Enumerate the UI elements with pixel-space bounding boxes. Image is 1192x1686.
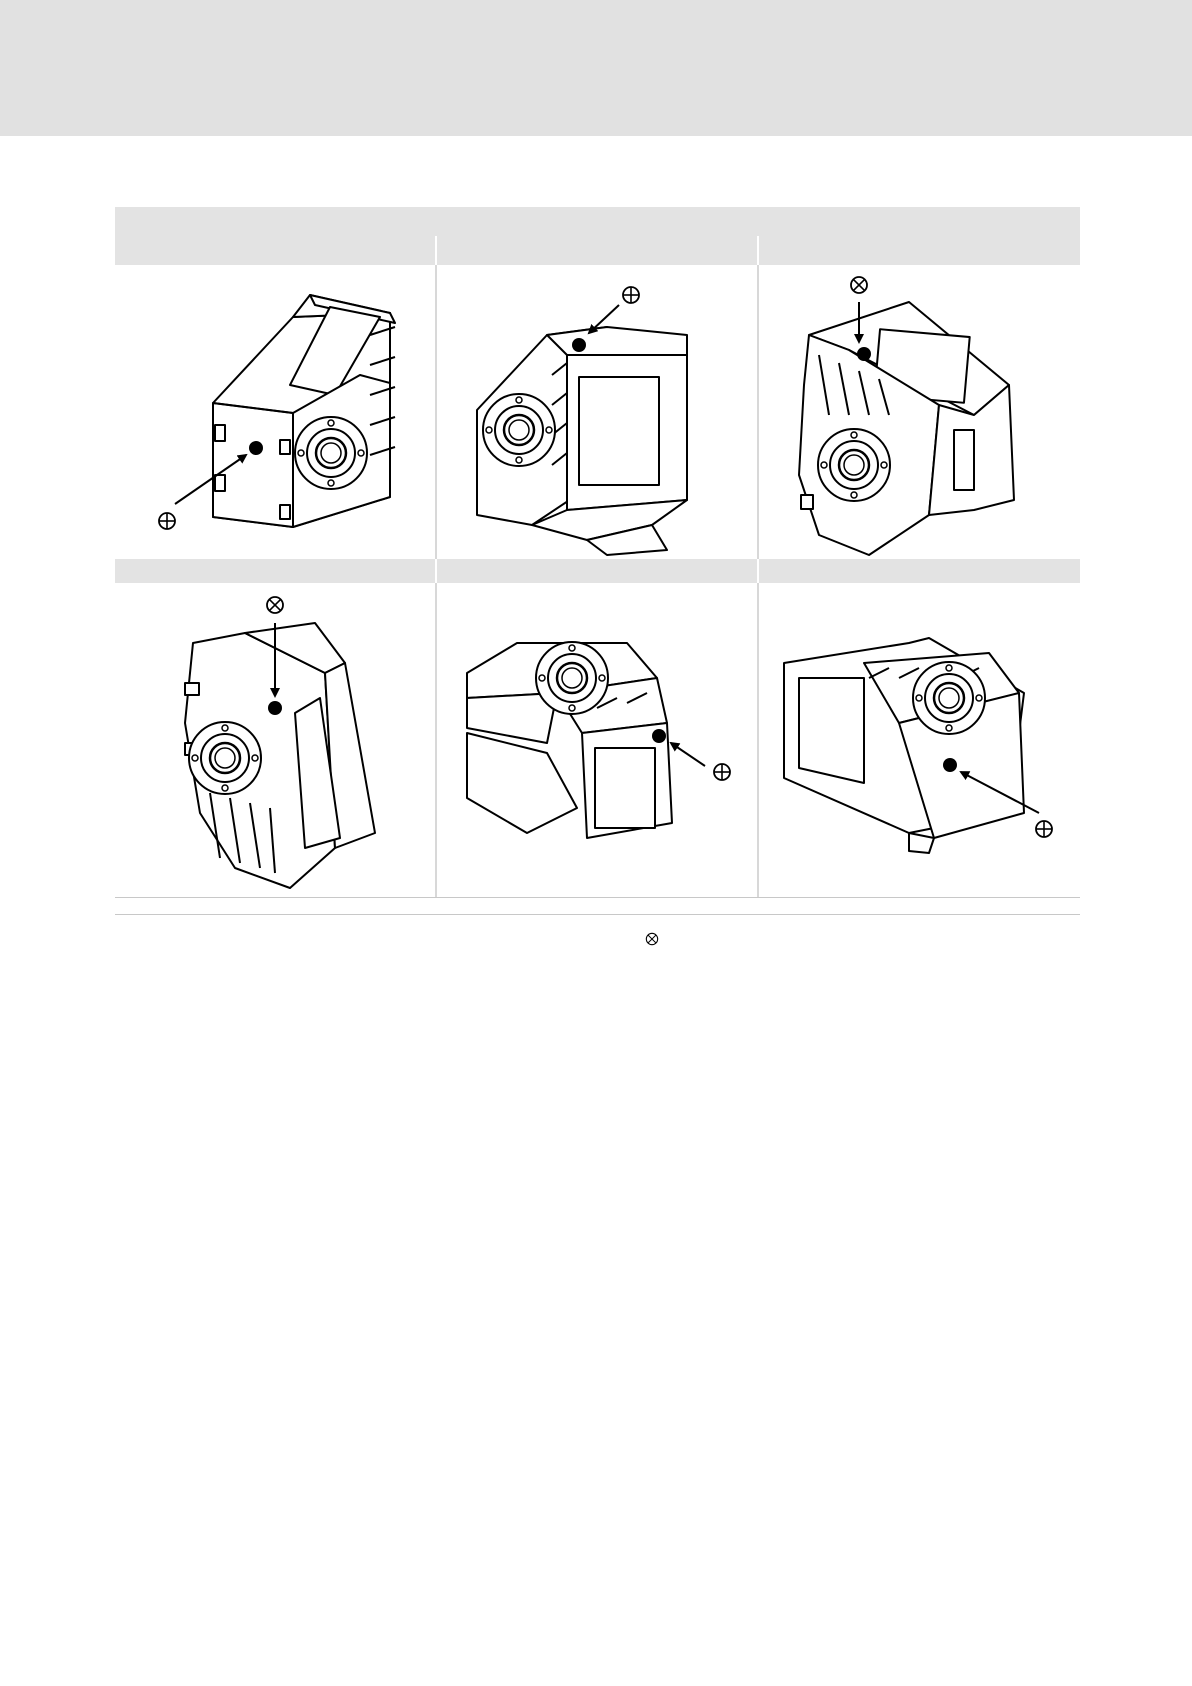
mounting-position-1 (115, 265, 435, 559)
header-divider (757, 236, 759, 265)
plug-symbol-icon (267, 597, 283, 613)
vent-point-icon (943, 758, 957, 772)
plug-point-icon (857, 347, 871, 361)
vent-point-icon (652, 729, 666, 743)
footnote (645, 932, 659, 946)
vent-point-icon (572, 338, 586, 352)
band-divider (757, 559, 759, 583)
vent-symbol-icon (623, 287, 639, 303)
header-divider (435, 236, 437, 265)
gearbox-drawing (115, 583, 435, 897)
gearbox-drawing (437, 265, 757, 559)
mounting-position-6 (759, 583, 1080, 897)
mounting-position-2 (437, 265, 757, 559)
mounting-position-5 (437, 583, 757, 897)
plug-point-icon (268, 701, 282, 715)
band-divider (435, 559, 437, 583)
vent-point-icon (249, 441, 263, 455)
footnote-rule (115, 914, 1080, 915)
gearbox-drawing (759, 265, 1080, 559)
table-header (115, 207, 1080, 265)
table-bottom-rule (115, 897, 1080, 898)
gearbox-drawing (115, 265, 435, 559)
page-header-band (0, 0, 1192, 136)
mounting-position-3 (759, 265, 1080, 559)
vent-symbol-icon (1036, 821, 1052, 837)
plug-symbol-icon (851, 277, 867, 293)
gearbox-drawing (437, 583, 757, 897)
footnote-plug-symbol-icon (645, 932, 659, 946)
mounting-position-4 (115, 583, 435, 897)
vent-symbol-icon (714, 764, 730, 780)
row-header-band (115, 559, 1080, 583)
gearbox-drawing (759, 583, 1080, 897)
vent-symbol-icon (159, 513, 175, 529)
